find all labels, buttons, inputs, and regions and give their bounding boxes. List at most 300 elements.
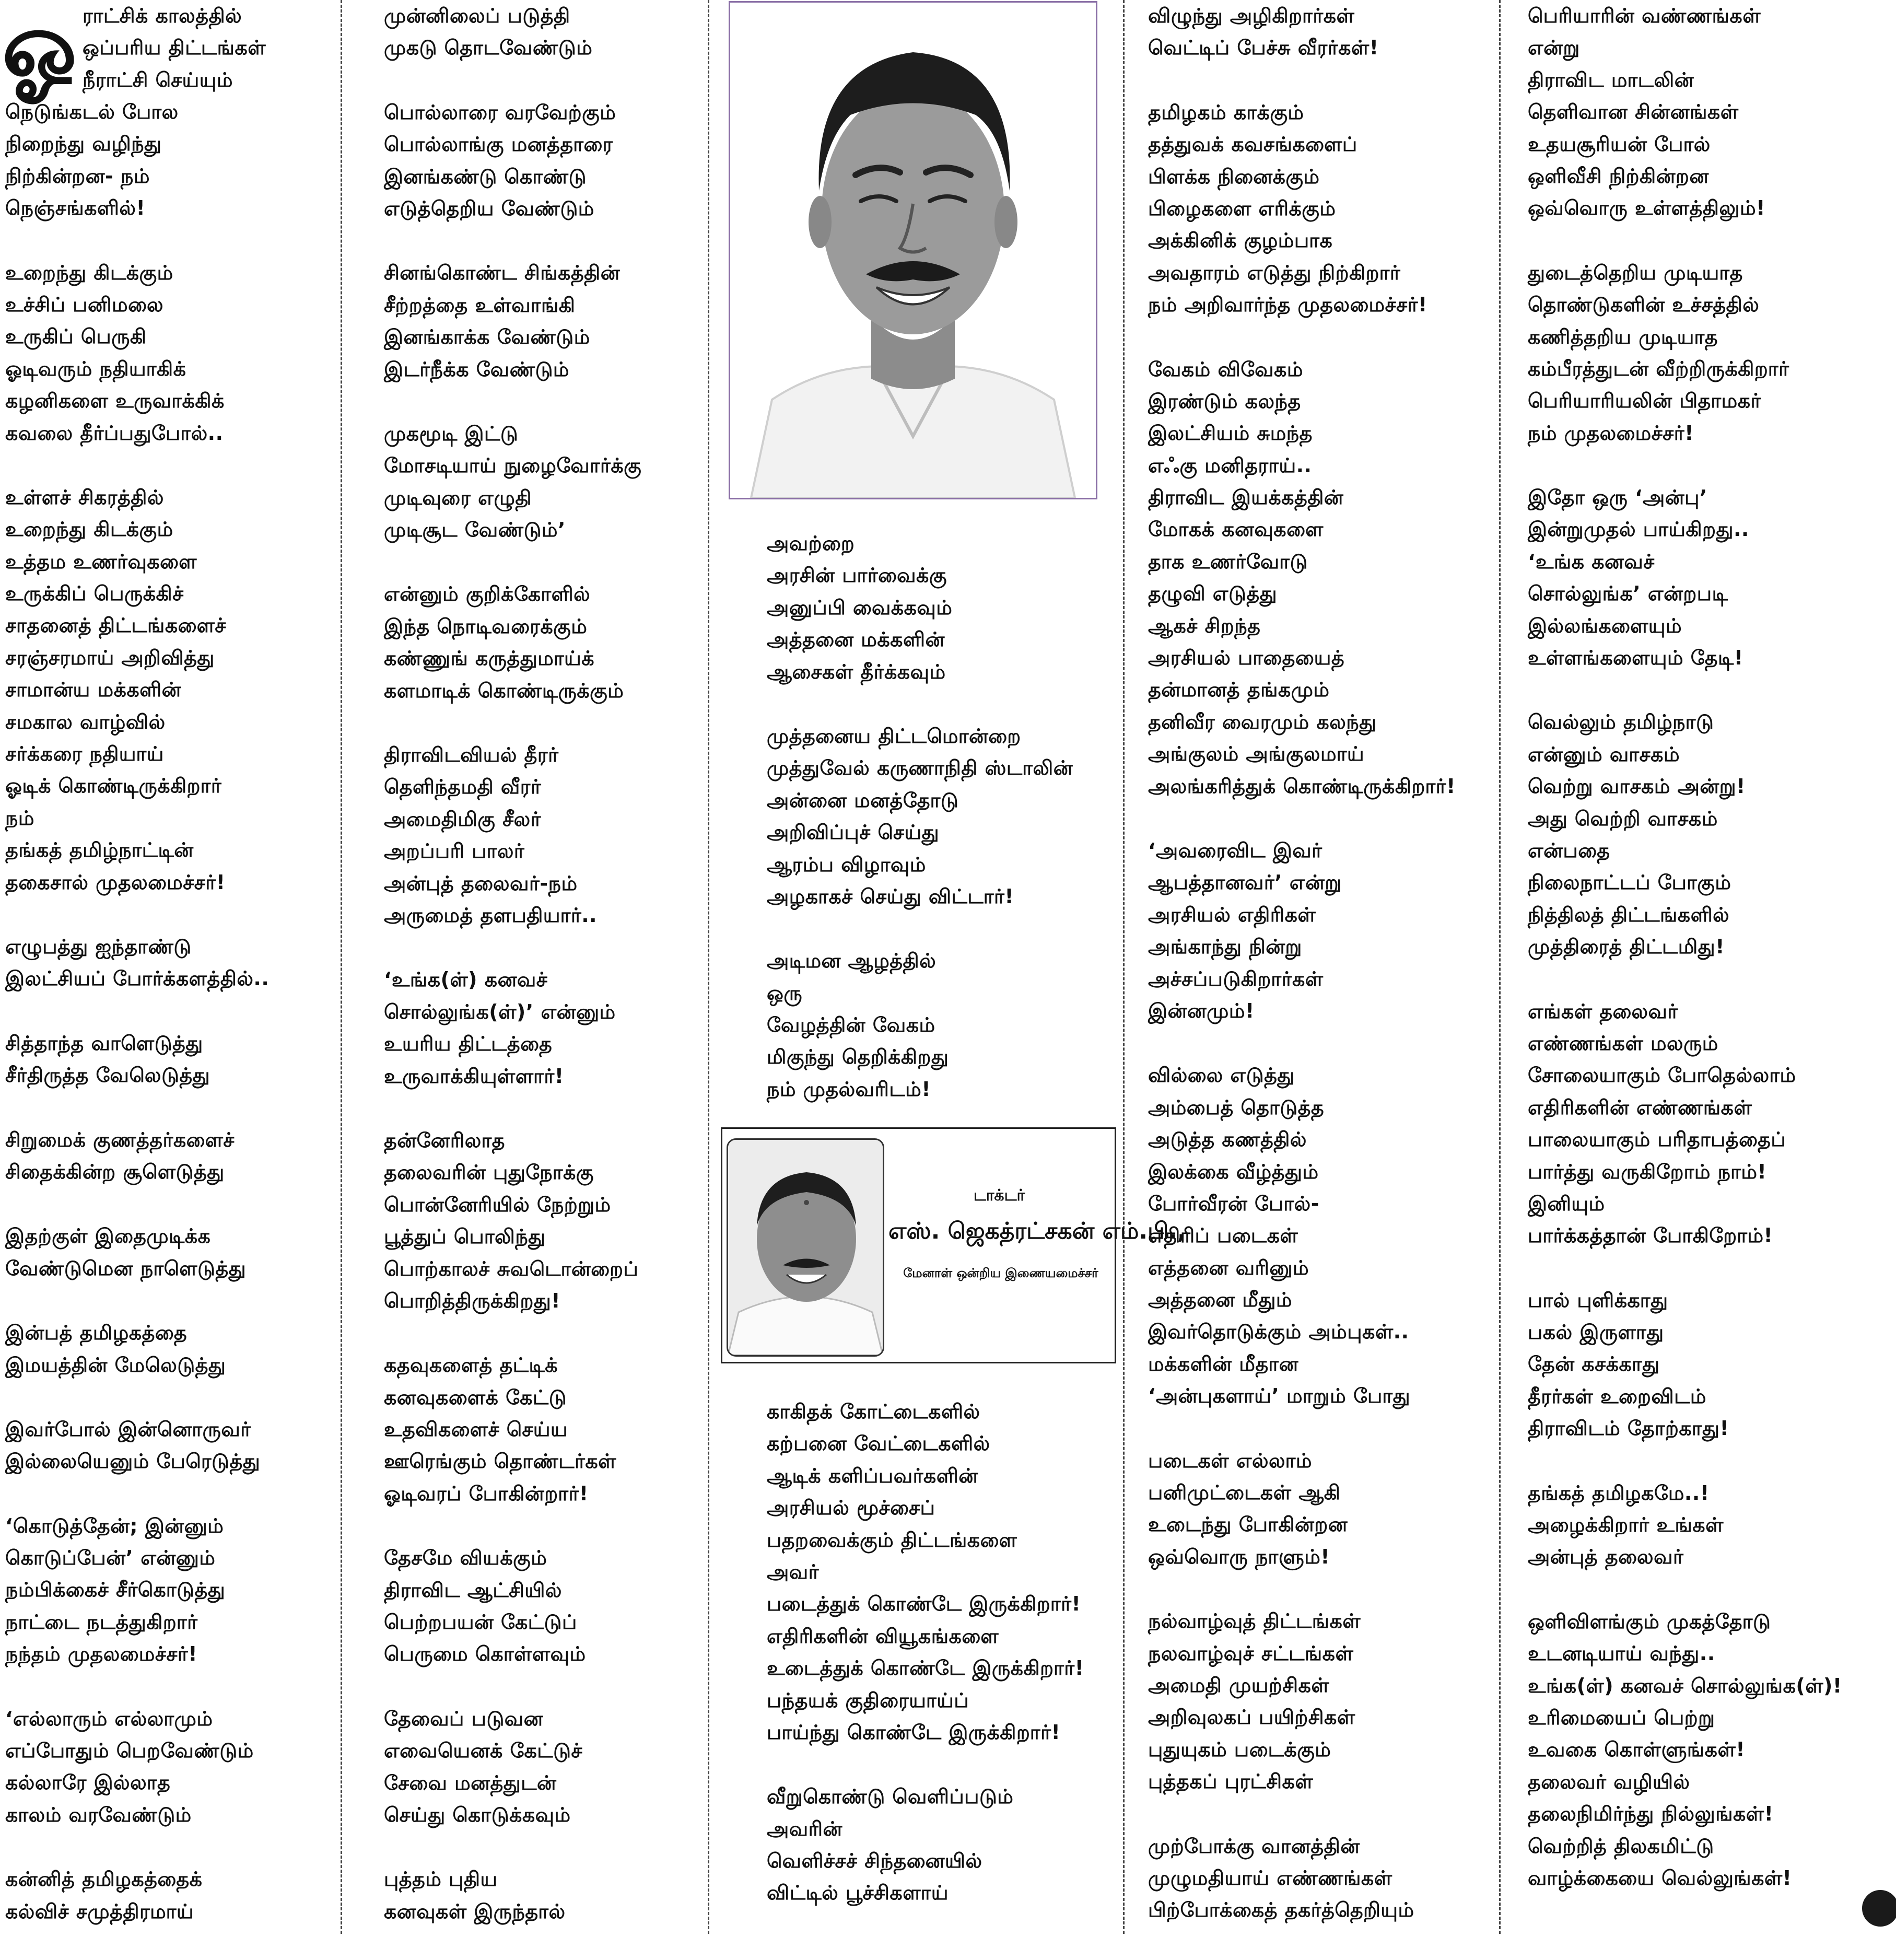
poem-line: வேண்டுமென நாளெடுத்து	[5, 1256, 247, 1280]
stanza	[5, 1317, 340, 1381]
poem-line: விட்டில் பூச்சிகளாய்	[767, 1881, 949, 1905]
poem-line: கன்னித் தமிழகத்தைக்	[5, 1868, 203, 1891]
poem-line: நல்வாழ்வுத் திட்டங்கள்	[1148, 1609, 1361, 1633]
poem-line: பார்க்கத்தான் போகிறோம்!	[1528, 1224, 1773, 1247]
poem-line: பொல்லாரை வரவேற்கும்	[384, 100, 616, 124]
poem-line: எதிரிப் படைகள்	[1148, 1224, 1298, 1247]
stanza-list	[767, 1396, 1101, 1909]
poem-line: முடிவுரை எழுதி	[384, 486, 532, 509]
poem-line: நம் முதலமைச்சர்!	[1528, 421, 1694, 445]
poem-line: ஆபத்தானவர்’ என்று	[1148, 871, 1342, 894]
poem-line: ராட்சிக் காலத்தில்	[83, 4, 242, 27]
poem-line: அரசியல் எதிரிகள்	[1148, 903, 1316, 926]
poem-line: உடைத்துக் கொண்டே இருக்கிறார்!	[767, 1656, 1084, 1680]
poem-line: ஒளிவீசி நிற்கின்றன	[1528, 164, 1709, 188]
poem-line: நம் முதல்வரிடம்!	[767, 1077, 931, 1101]
poem-line: உத்தம உணர்வுகளை	[5, 550, 197, 573]
poem-line: முகமூடி இட்டு	[384, 422, 519, 445]
poem-line: கண்ணுங் கருத்துமாய்க்	[384, 647, 595, 670]
poem-line: பாய்ந்து கொண்டே இருக்கிறார்!	[767, 1720, 1061, 1744]
poem-line: பெரியாரியலின் பிதாமகர்	[1528, 389, 1761, 413]
poem-line: சாதனைத் திட்டங்களைச்	[5, 614, 226, 637]
stanza	[1148, 1830, 1482, 1927]
poem-column-5	[1528, 0, 1862, 1927]
poem-line: புத்தகப் புரட்சிகள்	[1148, 1770, 1314, 1793]
stanza	[1148, 0, 1482, 64]
poem-line: எத்தனை வரினும்	[1148, 1256, 1309, 1279]
poem-line: அரசின் பார்வைக்கு	[767, 564, 947, 587]
poem-line: பொற்காலச் சுவடொன்றைப்	[384, 1257, 639, 1280]
stanza	[1528, 1606, 1862, 1895]
poem-line: சர்க்கரை நதியாய்	[5, 742, 164, 766]
poem-line: இலட்சியப் போர்க்களத்தில்..	[5, 967, 270, 990]
poem-line: உருக்கிப் பெருக்கிச்	[5, 582, 184, 605]
poem-line: சித்தாந்த வாளெடுத்து	[5, 1031, 203, 1055]
poem-line: நந்தம் முதலமைச்சர்!	[5, 1642, 198, 1666]
stanza	[384, 1349, 697, 1510]
poem-line: எதிரிகளின் எண்ணங்கள்	[1528, 1095, 1752, 1119]
poem-line: அனுப்பி வைக்கவும்	[767, 596, 953, 619]
poem-line: மக்களின் மீதான	[1148, 1352, 1298, 1375]
poem-line: ஆரம்ப விழாவும்	[767, 853, 926, 876]
poem-line: போர்வீரன் போல்-	[1148, 1192, 1319, 1215]
stanza	[1148, 835, 1482, 1027]
poem-line: இன்றுமுதல் பாய்கிறது..	[1528, 518, 1749, 541]
poem-line: உள்ளங்களையும் தேடி!	[1528, 646, 1743, 670]
poem-line: உச்சிப் பனிமலை	[5, 293, 164, 316]
poem-line: கல்விச் சமுத்திரமாய்	[5, 1899, 194, 1923]
poem-line: எழுபத்து ஐந்தாண்டு	[5, 935, 192, 958]
poem-line: பிழைகளை எரிக்கும்	[1148, 196, 1336, 220]
poem-line: நிலைநாட்டப் போகும்	[1528, 871, 1731, 894]
poem-line: எங்கள் தலைவர்	[1528, 999, 1678, 1023]
poem-line: அடிமன ஆழத்தில்	[767, 949, 937, 973]
column-divider	[1123, 0, 1125, 1934]
portrait-illustration	[730, 3, 1096, 498]
poem-line: நிறைந்து வழிந்து	[5, 132, 162, 156]
stanza-list	[1528, 0, 1862, 1894]
poem-column-3-upper	[767, 528, 1101, 1138]
poem-line: அருமைத் தளபதியார்..	[384, 903, 598, 927]
poem-line: அறிவுலகப் பயிற்சிகள்	[1148, 1706, 1355, 1729]
poem-line: வேகம் விவேகம்	[1148, 357, 1303, 381]
poem-line: ஊரெங்கும் தொண்டர்கள்	[384, 1450, 616, 1473]
poem-line: அன்புத் தலைவர்-நம்	[384, 871, 578, 895]
poem-line: வாழ்க்கையை வெல்லுங்கள்!	[1528, 1866, 1792, 1889]
poem-line: இவர்தொடுக்கும் அம்புகள்..	[1148, 1320, 1409, 1344]
poem-line: வெற்று வாசகம் அன்று!	[1528, 775, 1746, 798]
poem-line: இனங்கண்டு கொண்டு	[384, 165, 587, 188]
poem-line: திராவிட இயக்கத்தின்	[1148, 486, 1344, 509]
stanza	[384, 1125, 697, 1317]
poem-line: ஆசைகள் தீர்க்கவும்	[767, 660, 946, 683]
stanza	[384, 97, 697, 225]
column-divider	[341, 0, 342, 1934]
poem-line: எப்போதும் பெறவேண்டும்	[5, 1739, 254, 1763]
poem-line: காலம் வரவேண்டும்	[5, 1803, 192, 1826]
poem-line: ‘எல்லாரும் எல்லாமும்	[5, 1707, 213, 1730]
poem-line: தேசமே வியக்கும்	[384, 1546, 547, 1570]
stanza	[767, 1781, 1101, 1909]
poem-line: தங்கத் தமிழகமே..!	[1528, 1481, 1710, 1504]
poem-line: தீரர்கள் உறைவிடம்	[1528, 1384, 1706, 1408]
poem-line: பந்தயக் குதிரையாய்ப்	[767, 1688, 969, 1712]
poem-line: செய்து கொடுக்கவும்	[384, 1803, 571, 1826]
poem-line: பாலையாகும் பரிதாபத்தைப்	[1528, 1128, 1786, 1151]
poem-line: உதயசூரியன் போல்	[1528, 132, 1711, 156]
poem-line: அவதாரம் எடுத்து நிற்கிறார்	[1148, 261, 1401, 284]
poem-line: கனவுகளைக் கேட்டு	[384, 1385, 567, 1409]
poem-line: ‘அவரைவிட இவர்	[1148, 838, 1322, 862]
poem-column-1	[2, 0, 340, 1960]
drop-cap: ஓ	[2, 0, 77, 98]
poem-line: நம்பிக்கைச் சீர்கொடுத்து	[5, 1578, 226, 1602]
poem-line: பகல் இருளாது	[1528, 1321, 1664, 1344]
poem-line: திராவிடம் தோற்காது!	[1528, 1417, 1729, 1440]
poem-line: உருகிப் பெருகி	[5, 325, 147, 348]
poem-line: எதிரிகளின் வியூகங்களை	[767, 1624, 999, 1648]
poem-line: வீறுகொண்டு வெளிப்படும்	[767, 1785, 1014, 1809]
author-role: மேனாள் ஒன்றிய இணையமைச்சர்	[903, 1266, 1098, 1280]
poem-line: கவலை தீர்ப்பதுபோல்..	[5, 421, 224, 445]
poem-line: வில்லை எடுத்து	[1148, 1064, 1295, 1087]
poem-line: உவகை கொள்ளுங்கள்!	[1528, 1738, 1746, 1761]
poem-line: தேன் கசக்காது	[1528, 1352, 1660, 1376]
poem-line: அச்சப்படுகிறார்கள்	[1148, 967, 1324, 990]
poem-line: அத்தனை மக்களின்	[767, 628, 945, 651]
poem-line: இரண்டும் கலந்த	[1148, 389, 1301, 413]
poem-line: இதற்குள் இதைமுடிக்க	[5, 1224, 211, 1248]
stanza	[5, 96, 340, 225]
poem-line: இமயத்தின் மேலெடுத்து	[5, 1353, 226, 1376]
stanza	[1528, 482, 1862, 674]
poem-line: அமைதி முயற்சிகள்	[1148, 1673, 1330, 1697]
poem-line: முத்திரைத் திட்டமிது!	[1528, 935, 1725, 959]
poem-line: அது வெற்றி வாசகம்	[1528, 807, 1718, 830]
stanza	[5, 1028, 340, 1092]
poem-line: ஓடிக் கொண்டிருக்கிறார்	[5, 774, 222, 798]
poem-line: படைத்துக் கொண்டே இருக்கிறார்!	[767, 1592, 1081, 1616]
poem-line: இந்த நொடிவரைக்கும்	[384, 614, 588, 638]
poem-line: தெளிந்தமதி வீரர்	[384, 775, 542, 799]
author-byline-box	[721, 1127, 1186, 1363]
stanza	[767, 945, 1101, 1105]
author-name: எஸ். ஜெகத்ரட்சகன் எம்.பி.,	[888, 1218, 1186, 1244]
stanza	[384, 418, 697, 546]
poem-line: பெற்றபயன் கேட்டுப்	[384, 1611, 577, 1634]
poem-column-4	[1148, 0, 1482, 1959]
poem-line: மோகக் கனவுகளை	[1148, 518, 1324, 541]
poem-line: இனியும்	[1528, 1192, 1605, 1215]
poem-line: இல்லங்களையும்	[1528, 614, 1682, 637]
stanza	[1528, 1477, 1862, 1573]
poem-line: அவற்றை	[767, 532, 855, 555]
poem-line: வேழத்தின் வேகம்	[767, 1013, 935, 1037]
poem-line: என்பதை	[1528, 838, 1610, 862]
stanza	[767, 1396, 1101, 1748]
poem-line: தகைசால் முதலமைச்சர்!	[5, 870, 226, 894]
poem-line: அரசியல் மூச்சைப்	[767, 1496, 935, 1520]
poem-line: ஆடிக் களிப்பவர்களின்	[767, 1464, 978, 1487]
poem-line: பொன்னேரியில் நேற்றும்	[384, 1193, 611, 1216]
poem-line: வெற்றித் திலகமிட்டு	[1528, 1834, 1714, 1858]
poem-line: முழுமதியாய் எண்ணங்கள்	[1148, 1866, 1392, 1889]
poem-line: என்று	[1528, 36, 1580, 60]
poem-line: உருவாக்கியுள்ளார்!	[384, 1064, 564, 1088]
poem-line: நீராட்சி செய்யும்	[83, 68, 233, 91]
poem-line: தங்கத் தமிழ்நாட்டின்	[5, 838, 194, 862]
poem-line: சொல்லுங்க’ என்றபடி	[1528, 582, 1728, 605]
stanza	[5, 1863, 340, 1928]
poem-line: ஒப்பரிய திட்டங்கள்	[83, 36, 266, 60]
stanza	[384, 257, 697, 386]
stanza	[384, 739, 697, 931]
poem-line: நம்	[5, 806, 34, 830]
stanza	[1148, 1605, 1482, 1798]
end-marker-dot	[1862, 1890, 1896, 1927]
opening-lines	[2, 0, 340, 98]
poem-line: முகடு தொடவேண்டும்	[384, 36, 593, 60]
poem-line: இன்பத் தமிழகத்தை	[5, 1321, 188, 1345]
poem-line: உடனடியாய் வந்து..	[1528, 1642, 1715, 1665]
poem-line: கல்லாரே இல்லாத	[5, 1771, 171, 1794]
poem-line: தெளிவான சின்னங்கள்	[1528, 100, 1739, 124]
poem-line: அமைதிமிகு சீலர்	[384, 807, 542, 831]
poem-line: ஓடிவரும் நதியாகிக்	[5, 357, 186, 380]
poem-line: ஆகச் சிறந்த	[1148, 614, 1261, 637]
poem-line: முத்தனைய திட்டமொன்றை	[767, 724, 1021, 748]
poem-line: ஒளிவிளங்கும் முகத்தோடு	[1528, 1609, 1771, 1633]
poem-line: ஒவ்வொரு உள்ளத்திலும்!	[1528, 196, 1765, 220]
poem-line: சிறுமைக் குணத்தர்களைச்	[5, 1128, 235, 1151]
poem-line: முடிசூட வேண்டும்’	[384, 518, 566, 542]
poem-line: உயரிய திட்டத்தை	[384, 1032, 553, 1056]
poem-line: தொண்டுகளின் உச்சத்தில்	[1528, 293, 1760, 317]
poem-line: அங்குலம் அங்குலமாய்	[1148, 742, 1365, 766]
poem-line: தேவைப் படுவன	[384, 1707, 543, 1730]
stanza	[1148, 1059, 1482, 1412]
poem-line: அறப்பரி பாலர்	[384, 839, 525, 863]
poem-line: களமாடிக் கொண்டிருக்கும்	[384, 679, 624, 702]
poem-line: வெல்லும் தமிழ்நாடு	[1528, 710, 1714, 734]
poem-line: திராவிட ஆட்சியில்	[384, 1578, 562, 1602]
poem-line: பிளக்க நினைக்கும்	[1148, 165, 1320, 188]
poem-line: உரிமையைப் பெற்று	[1528, 1706, 1715, 1729]
poem-line: சினங்கொண்ட சிங்கத்தின்	[384, 261, 621, 285]
poem-line: பிற்போக்கைத் தகர்த்தெறியும்	[1148, 1898, 1414, 1922]
poem-line: சேவை மனத்துடன்	[384, 1771, 557, 1794]
poem-line: நம் அறிவார்ந்த முதலமைச்சர்!	[1148, 293, 1427, 317]
poem-line: நாட்டை நடத்துகிறார்	[5, 1610, 198, 1634]
stanza	[1528, 996, 1862, 1252]
poem-line: தலைவரின் புதுநோக்கு	[384, 1161, 594, 1184]
poem-line: சொல்லுங்க(ள்)’ என்னும்	[384, 1000, 616, 1023]
poem-line: இல்லையெனும் பேரெடுத்து	[5, 1450, 261, 1473]
poem-line: தன்னேரிலாத	[384, 1128, 505, 1152]
column-divider	[1499, 0, 1501, 1934]
poem-line: இலட்சியம் சுமந்த	[1148, 422, 1313, 445]
author-title: டாக்டர்	[973, 1186, 1025, 1205]
poem-line: அடுத்த கணத்தில்	[1148, 1128, 1307, 1151]
poem-line: முத்துவேல் கருணாநிதி ஸ்டாலின்	[767, 756, 1073, 780]
poem-line: பால் புளிக்காது	[1528, 1288, 1668, 1312]
poem-line: நெஞ்சங்களில்!	[5, 196, 146, 220]
poem-line: ஒரு	[767, 981, 803, 1005]
poem-line: பார்த்து வருகிறோம் நாம்!	[1528, 1160, 1767, 1183]
poem-line: சோலையாகும் போதெல்லாம்	[1528, 1064, 1796, 1087]
poem-line: எண்ணங்கள் மலரும்	[1528, 1031, 1718, 1055]
poem-line: துடைத்தெறிய முடியாத	[1528, 261, 1743, 284]
stanza	[1148, 1445, 1482, 1573]
poem-line: அழகாகச் செய்து விட்டார்!	[767, 884, 1014, 908]
poem-line: உள்ளச் சிகரத்தில்	[5, 485, 164, 509]
poem-line: கொடுப்பேன்’ என்னும்	[5, 1546, 216, 1570]
poem-line: முன்னிலைப் படுத்தி	[384, 4, 570, 27]
stanza	[384, 1542, 697, 1671]
stanza-list	[384, 0, 697, 1928]
poem-line: சீற்றத்தை உள்வாங்கி	[384, 293, 576, 317]
poem-line: உறைந்து கிடக்கும்	[5, 261, 173, 284]
poem-line: நெடுங்கடல் போல	[5, 100, 179, 123]
poem-line: தாக உணர்வோடு	[1148, 550, 1308, 573]
poem-line: ஓடிவரப் போகின்றார்!	[384, 1481, 589, 1505]
poem-line: தழுவி எடுத்து	[1148, 582, 1278, 605]
poem-line: இலக்கை வீழ்த்தும்	[1148, 1160, 1319, 1183]
stanza	[767, 720, 1101, 913]
poem-line: மோசடியாய் நுழைவோர்க்கு	[384, 454, 642, 477]
poem-line: பூத்துப் பொலிந்து	[384, 1225, 546, 1249]
stanza	[1528, 0, 1862, 225]
stanza	[1528, 1285, 1862, 1445]
poem-line: உங்க(ள்) கனவச் சொல்லுங்க(ள்)!	[1528, 1674, 1842, 1697]
poem-line: பனிமுட்டைகள் ஆகி	[1148, 1481, 1341, 1504]
poem-line: எஃகு மனிதராய்..	[1148, 453, 1312, 477]
poem-line: அவர்	[767, 1560, 819, 1583]
poem-line: பொல்லாங்கு மனத்தாரை	[384, 133, 613, 156]
poem-line: விழுந்து அழிகிறார்கள்	[1148, 4, 1355, 27]
poem-line: மிகுந்து தெறிக்கிறது	[767, 1045, 949, 1069]
poem-line: தத்துவக் கவசங்களைப்	[1148, 133, 1357, 156]
author-photo	[727, 1138, 884, 1357]
stanza	[5, 1703, 340, 1831]
stanza	[767, 528, 1101, 688]
poem-line: ‘உங்க கனவச்	[1528, 550, 1655, 573]
stanza	[5, 482, 340, 899]
stanza-list	[767, 528, 1101, 1105]
poem-line: சாமான்ய மக்களின்	[5, 678, 182, 702]
stanza	[5, 1510, 340, 1671]
poem-line: ‘அன்புகளாய்’ மாறும் போது	[1148, 1384, 1411, 1408]
poem-line: உதவிகளைச் செய்ய	[384, 1418, 568, 1441]
stanza	[5, 257, 340, 449]
poem-line: இடர்நீக்க வேண்டும்	[384, 357, 569, 381]
stanza-list	[5, 257, 340, 1928]
stanza	[384, 1863, 697, 1928]
poem-line: தலைவர் வழியில்	[1528, 1770, 1690, 1793]
poem-line: பொறித்திருக்கிறது!	[384, 1289, 561, 1312]
poem-line: நலவாழ்வுச் சட்டங்கள்	[1148, 1641, 1354, 1665]
author-photo-illustration	[728, 1140, 883, 1355]
poem-line: இதோ ஒரு ‘அன்பு’	[1528, 486, 1707, 509]
poem-line: இவர்போல் இன்னொருவர்	[5, 1417, 251, 1441]
poem-line: என்னும் வாசகம்	[1528, 742, 1680, 766]
poem-line: அரசியல் பாதையைத்	[1148, 646, 1345, 670]
poem-line: அத்தனை மீதும்	[1148, 1288, 1292, 1312]
poem-line: இனங்காக்க வேண்டும்	[384, 325, 590, 349]
poem-line: கம்பீரத்துடன் வீற்றிருக்கிறார்	[1528, 357, 1789, 380]
stanza	[384, 1703, 697, 1831]
stanza	[1148, 354, 1482, 802]
poem-column-2	[384, 0, 697, 1960]
stanza	[1148, 97, 1482, 321]
poem-line: பதறவைக்கும் திட்டங்களை	[767, 1528, 1017, 1551]
poem-line: இன்னமும்!	[1148, 999, 1255, 1022]
poem-line: கதவுகளைத் தட்டிக்	[384, 1354, 558, 1377]
poem-line: சமகால வாழ்வில்	[5, 710, 166, 733]
poem-line: கற்பனை வேட்டைகளில்	[767, 1432, 990, 1455]
poem-line: எடுத்தெறிய வேண்டும்	[384, 196, 594, 220]
poem-line: கழனிகளை உருவாக்கிக்	[5, 389, 225, 413]
poem-line: நித்திலத் திட்டங்களில்	[1528, 903, 1730, 926]
poem-line: நிற்கின்றன- நம்	[5, 164, 150, 188]
poem-line: கனவுகள் இருந்தால்	[384, 1899, 566, 1923]
poem-line: சீர்திருத்த வேலெடுத்து	[5, 1064, 210, 1087]
stanza	[5, 1414, 340, 1478]
stanza	[384, 964, 697, 1092]
poem-line: அலங்கரித்துக் கொண்டிருக்கிறார்!	[1148, 774, 1456, 798]
poem-line: பெரியாரின் வண்ணங்கள்	[1528, 4, 1761, 27]
poem-line: பெருமை கொள்ளவும்	[384, 1642, 586, 1666]
poem-line: வெட்டிப் பேச்சு வீரர்கள்!	[1148, 36, 1379, 60]
poem-line: முற்போக்கு வானத்தின்	[1148, 1834, 1360, 1858]
poem-line: சிதைக்கின்ற சூளெடுத்து	[5, 1160, 225, 1183]
stanza	[384, 578, 697, 707]
poem-line: அங்காந்து நின்று	[1148, 935, 1302, 959]
poem-line: அழைக்கிறார் உங்கள்	[1528, 1513, 1724, 1537]
leader-portrait-photo	[729, 1, 1097, 499]
poem-line: ‘உங்க(ள்) கனவச்	[384, 968, 548, 991]
poem-line: காகிதக் கோட்டைகளில்	[767, 1400, 980, 1423]
poem-line: உடைந்து போகின்றன	[1148, 1513, 1348, 1536]
poem-line: உறைந்து கிடக்கும்	[5, 518, 173, 541]
poem-line: அவரின்	[767, 1817, 842, 1840]
poem-line: சரஞ்சரமாய் அறிவித்து	[5, 646, 215, 669]
poem-line: ஒவ்வொரு நாளும்!	[1148, 1545, 1330, 1568]
column-divider	[708, 0, 709, 1934]
poem-line: தனிவீர வைரமும் கலந்து	[1148, 710, 1377, 733]
poem-line: தலைநிமிர்ந்து நில்லுங்கள்!	[1528, 1802, 1774, 1826]
poem-line: திராவிட மாடலின்	[1528, 68, 1694, 91]
poem-line: அக்கினிக் குழம்பாக	[1148, 229, 1333, 252]
poem-line: அம்பைத் தொடுத்த	[1148, 1095, 1325, 1119]
poem-line: அன்புத் தலைவர்	[1528, 1545, 1684, 1569]
poem-line: அன்னை மனத்தோடு	[767, 788, 959, 812]
stanza	[5, 1220, 340, 1285]
poem-line: புத்தம் புதிய	[384, 1868, 498, 1891]
stanza	[5, 931, 340, 995]
poem-line: ‘கொடுத்தேன்; இன்னும்	[5, 1514, 224, 1537]
stanza	[1528, 706, 1862, 963]
poem-line: திராவிடவியல் தீரர்	[384, 743, 559, 767]
stanza	[5, 1124, 340, 1188]
poem-line: அறிவிப்புச் செய்து	[767, 821, 940, 844]
poem-line: கணித்தறிய முடியாத	[1528, 325, 1718, 348]
poem-line: என்னும் குறிக்கோளில்	[384, 582, 591, 606]
poem-line: தன்மானத் தங்கமும்	[1148, 678, 1330, 702]
poem-line: எவையெனக் கேட்டுச்	[384, 1739, 583, 1763]
poem-column-3-lower	[767, 1396, 1101, 1942]
poem-line: புதுயுகம் படைக்கும்	[1148, 1737, 1331, 1761]
